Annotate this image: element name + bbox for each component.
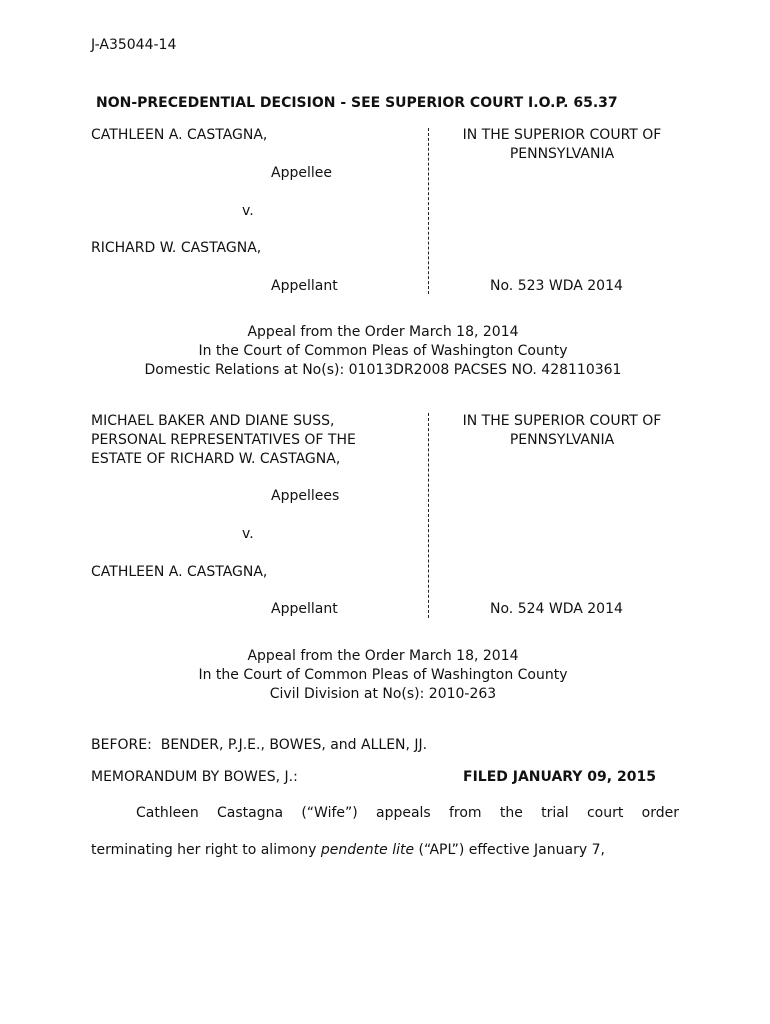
- body-word: court: [586, 805, 624, 821]
- body-text: (“APL”) effective January 7,: [414, 842, 605, 858]
- body-line-1-words: [136, 804, 679, 823]
- case2-versus: v.: [242, 526, 254, 542]
- case2-role1: Appellees: [271, 488, 340, 504]
- filed-date: FILED JANUARY 09, 2015: [463, 769, 656, 785]
- body-text: terminating her right to alimony: [91, 842, 321, 858]
- case1-role2: Appellant: [271, 278, 338, 294]
- case2-party1-line1: MICHAEL BAKER AND DIANE SUSS,: [91, 413, 335, 429]
- body-word: appeals: [375, 805, 431, 821]
- body-word: Castagna: [216, 805, 284, 821]
- body-word: order: [641, 805, 679, 821]
- case1-party2: RICHARD W. CASTAGNA,: [91, 240, 262, 256]
- case1-party1: CATHLEEN A. CASTAGNA,: [91, 127, 268, 143]
- non-precedential-notice: NON-PRECEDENTIAL DECISION - SEE SUPERIOR COURT I.O.P. 65.37: [96, 95, 618, 111]
- case2-party1-line2: PERSONAL REPRESENTATIVES OF THE: [91, 432, 356, 448]
- body-word: trial: [541, 805, 569, 821]
- case2-role2: Appellant: [271, 601, 338, 617]
- case2-divider: [428, 413, 429, 618]
- case1-versus: v.: [242, 203, 254, 219]
- case2-number: No. 524 WDA 2014: [490, 601, 623, 617]
- panel-before-line: BEFORE: BENDER, P.J.E., BOWES, and ALLEN, JJ.: [91, 737, 428, 753]
- case2-party1-line3: ESTATE OF RICHARD W. CASTAGNA,: [91, 451, 341, 467]
- case1-appeal-line1: Appeal from the Order March 18, 2014: [247, 324, 519, 340]
- body-word: Cathleen: [136, 805, 199, 821]
- case2-court-line1: IN THE SUPERIOR COURT OF: [462, 413, 662, 429]
- docket-number: J-A35044-14: [91, 37, 177, 53]
- case2-appeal-line3: Civil Division at No(s): 2010-263: [269, 686, 497, 702]
- case1-court-line1: IN THE SUPERIOR COURT OF: [462, 127, 662, 143]
- body-word: the: [499, 805, 523, 821]
- body-line-2-pre: [91, 841, 605, 860]
- case1-divider: [428, 128, 429, 294]
- case1-appeal-line3: Domestic Relations at No(s): 01013DR2008 PACSES NO. 428110361: [144, 362, 622, 378]
- case2-appeal-line2: In the Court of Common Pleas of Washington County: [198, 667, 568, 683]
- case2-party2: CATHLEEN A. CASTAGNA,: [91, 564, 268, 580]
- body-word: (“Wife”): [301, 805, 358, 821]
- case1-number: No. 523 WDA 2014: [490, 278, 623, 294]
- case1-role1: Appellee: [271, 165, 332, 181]
- case1-appeal-line2: In the Court of Common Pleas of Washington County: [198, 343, 568, 359]
- memorandum-author: MEMORANDUM BY BOWES, J.:: [91, 769, 298, 785]
- body-line-2-words: [91, 841, 679, 860]
- case2-appeal-line1: Appeal from the Order March 18, 2014: [247, 648, 519, 664]
- body-italic-term: pendente lite: [320, 842, 415, 858]
- body-line-2: [91, 841, 679, 860]
- case1-court-line2: PENNSYLVANIA: [509, 146, 615, 162]
- case2-court-line2: PENNSYLVANIA: [509, 432, 615, 448]
- body-word: from: [448, 805, 482, 821]
- body-line-1: [91, 804, 679, 823]
